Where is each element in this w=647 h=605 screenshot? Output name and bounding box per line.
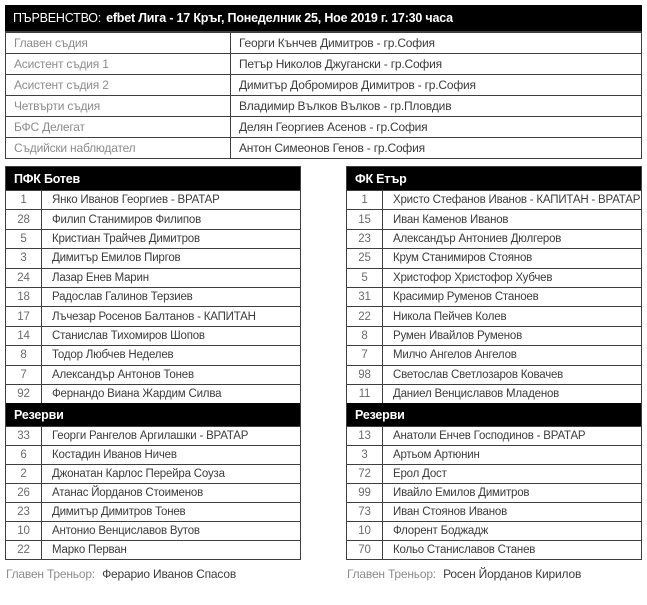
player-name: Даниел Венциславов Младенов — [393, 388, 560, 401]
reserve-row — [6, 502, 300, 521]
reserve-row — [347, 464, 641, 483]
reserve-row — [6, 426, 300, 445]
player-number: 22 — [347, 307, 383, 325]
player-name: Александър Антониев Дюлгеров — [393, 232, 562, 245]
team-home-starters — [6, 190, 300, 403]
player-name: Александър Антонов Тонев — [52, 368, 194, 381]
player-number: 25 — [347, 249, 383, 267]
player-name: Георги Рангелов Аргилашки - ВРАТАР — [52, 430, 249, 443]
official-name: Владимир Вълков Вълков - гр.Пловдив — [239, 99, 452, 113]
player-name: Флорент Боджадж — [393, 525, 489, 538]
official-name: Димитър Добромиров Димитров - гр.София — [239, 78, 476, 92]
player-name: Костадин Иванов Ничев — [52, 449, 177, 462]
player-number: 10 — [347, 522, 383, 540]
player-name: Красимир Руменов Станоев — [393, 291, 539, 304]
coach-name: Ферарио Иванов Спасов — [102, 567, 236, 582]
player-row — [6, 365, 300, 384]
player-number: 73 — [347, 503, 383, 521]
coach-label: Главен Треньор: — [347, 567, 436, 582]
reserve-row — [347, 521, 641, 540]
competition-label: ПЪРВЕНСТВО: — [13, 11, 102, 25]
player-number: 7 — [347, 346, 383, 364]
player-row — [347, 326, 641, 345]
player-name: Лазар Енев Марин — [52, 271, 149, 284]
player-row — [6, 268, 300, 287]
player-name: Анатоли Енчев Господинов - ВРАТАР — [393, 430, 586, 443]
official-row — [6, 32, 641, 53]
player-number: 8 — [6, 346, 42, 364]
player-name: Кольо Станиславов Станев — [393, 544, 536, 557]
player-name: Артьом Артюнин — [393, 449, 480, 462]
reserve-row — [347, 502, 641, 521]
player-number: 8 — [347, 327, 383, 345]
reserve-row — [347, 426, 641, 445]
player-name: Светослав Светлозаров Ковачев — [393, 368, 564, 381]
player-row — [347, 306, 641, 325]
player-row — [6, 248, 300, 267]
player-name: Атанас Йорданов Стоименов — [52, 487, 204, 500]
player-name: Джонатан Карлос Перейра Соуза — [52, 468, 225, 481]
player-number: 5 — [347, 269, 383, 287]
player-name: Радослав Галинов Терзиев — [52, 291, 193, 304]
team-away-name: ФК Етър — [347, 167, 641, 190]
player-number: 1 — [6, 191, 42, 209]
player-number: 99 — [347, 484, 383, 502]
player-name: Станислав Тихомиров Шопов — [52, 329, 205, 342]
player-number: 3 — [347, 446, 383, 464]
player-number: 26 — [6, 484, 42, 502]
player-row — [347, 248, 641, 267]
player-number: 70 — [347, 541, 383, 559]
player-name: Филип Станимиров Филипов — [52, 213, 201, 226]
player-name: Кристиан Трайчев Димитров — [52, 232, 200, 245]
player-number: 22 — [6, 541, 42, 559]
player-name: Лъчезар Росенов Балтанов - КАПИТАН — [52, 310, 256, 323]
official-row — [6, 53, 641, 74]
official-role: Главен съдия — [6, 33, 231, 53]
official-name: Петър Николов Джугански - гр.София — [239, 57, 442, 71]
player-row — [6, 287, 300, 306]
player-row — [6, 190, 300, 209]
player-number: 7 — [6, 366, 42, 384]
official-row — [6, 116, 641, 137]
player-number: 28 — [6, 210, 42, 228]
competition-header-bar — [5, 5, 642, 31]
team-home-table — [5, 166, 301, 560]
player-name: Иван Каменов Иванов — [393, 213, 509, 226]
player-row — [6, 345, 300, 364]
player-name: Димитър Емилов Пиргов — [52, 252, 181, 265]
player-number: 13 — [347, 427, 383, 445]
reserve-row — [6, 521, 300, 540]
team-away-column — [346, 166, 642, 581]
reserve-row — [6, 445, 300, 464]
player-number: 3 — [6, 249, 42, 267]
coach-label: Главен Треньор: — [6, 567, 95, 582]
player-number: 17 — [6, 307, 42, 325]
player-number: 33 — [6, 427, 42, 445]
player-number: 5 — [6, 230, 42, 248]
player-number: 92 — [6, 385, 42, 403]
player-number: 15 — [347, 210, 383, 228]
official-row — [6, 137, 641, 158]
player-number: 72 — [347, 465, 383, 483]
player-row — [347, 190, 641, 209]
official-role: Асистент съдия 2 — [6, 75, 231, 95]
player-row — [6, 326, 300, 345]
coach-name: Росен Йорданов Кирилов — [443, 567, 582, 582]
reserve-row — [6, 464, 300, 483]
player-row — [347, 268, 641, 287]
player-row — [347, 209, 641, 228]
player-row — [347, 287, 641, 306]
team-home-column — [5, 166, 301, 581]
officials-table — [5, 31, 642, 159]
team-home-name: ПФК Ботев — [6, 167, 300, 190]
player-row — [347, 384, 641, 403]
team-away-table — [346, 166, 642, 560]
player-name: Никола Пейчев Колев — [393, 310, 507, 323]
player-number: 10 — [6, 522, 42, 540]
player-name: Румен Ивайлов Руменов — [393, 329, 522, 342]
player-name: Крум Станимиров Стоянов — [393, 252, 533, 265]
official-role: БФС Делегат — [6, 117, 231, 137]
player-row — [6, 229, 300, 248]
player-number: 6 — [6, 446, 42, 464]
player-number: 2 — [6, 465, 42, 483]
competition-value: efbet Лига - 17 Кръг, Понеделник 25, Ное 2019 г. 17:30 часа — [106, 11, 453, 25]
team-away-starters — [347, 190, 641, 403]
player-row — [6, 209, 300, 228]
player-number: 98 — [347, 366, 383, 384]
official-row — [6, 95, 641, 116]
player-row — [347, 365, 641, 384]
player-number: 1 — [347, 191, 383, 209]
reserve-row — [6, 483, 300, 502]
player-number: 24 — [6, 269, 42, 287]
player-name: Христофор Христофор Хубчев — [393, 271, 553, 284]
official-role: Съдийски наблюдател — [6, 138, 231, 158]
player-name: Антонио Венциславов Вутов — [52, 525, 200, 538]
player-name: Фернандо Виана Жардим Силва — [52, 388, 222, 401]
official-role: Асистент съдия 1 — [6, 54, 231, 74]
team-home-coach-line — [5, 567, 301, 581]
reserve-row — [347, 483, 641, 502]
reserve-row — [347, 540, 641, 559]
player-name: Милчо Ангелов Ангелов — [393, 349, 517, 362]
player-name: Христо Стефанов Иванов - КАПИТАН - ВРАТАР — [393, 194, 641, 207]
official-name: Антон Симеонов Генов - гр.София — [239, 141, 425, 155]
player-name: Марко Перван — [52, 544, 127, 557]
player-name: Ивайло Емилов Димитров — [393, 487, 530, 500]
team-away-coach-line — [346, 567, 642, 581]
player-name: Ерол Дост — [393, 468, 447, 481]
reserve-row — [347, 445, 641, 464]
teams-section — [5, 166, 642, 581]
reserve-row — [6, 540, 300, 559]
official-row — [6, 74, 641, 95]
player-row — [347, 229, 641, 248]
player-name: Димитър Димитров Тонев — [52, 506, 186, 519]
team-home-reserves-header: Резерви — [6, 403, 300, 426]
official-name: Делян Георгиев Асенов - гр.София — [239, 120, 428, 134]
player-name: Иван Стоянов Иванов — [393, 506, 508, 519]
player-row — [6, 306, 300, 325]
player-number: 18 — [6, 288, 42, 306]
team-away-reserves — [347, 426, 641, 559]
player-row — [347, 345, 641, 364]
team-home-reserves — [6, 426, 300, 559]
official-name: Георги Кънчев Димитров - гр.София — [239, 36, 435, 50]
official-role: Четвърти съдия — [6, 96, 231, 116]
player-number: 14 — [6, 327, 42, 345]
player-number: 11 — [347, 385, 383, 403]
player-row — [6, 384, 300, 403]
player-name: Тодор Любчев Неделев — [52, 349, 174, 362]
player-number: 31 — [347, 288, 383, 306]
player-number: 23 — [6, 503, 42, 521]
team-away-reserves-header: Резерви — [347, 403, 641, 426]
player-name: Янко Иванов Георгиев - ВРАТАР — [52, 194, 220, 207]
player-number: 23 — [347, 230, 383, 248]
